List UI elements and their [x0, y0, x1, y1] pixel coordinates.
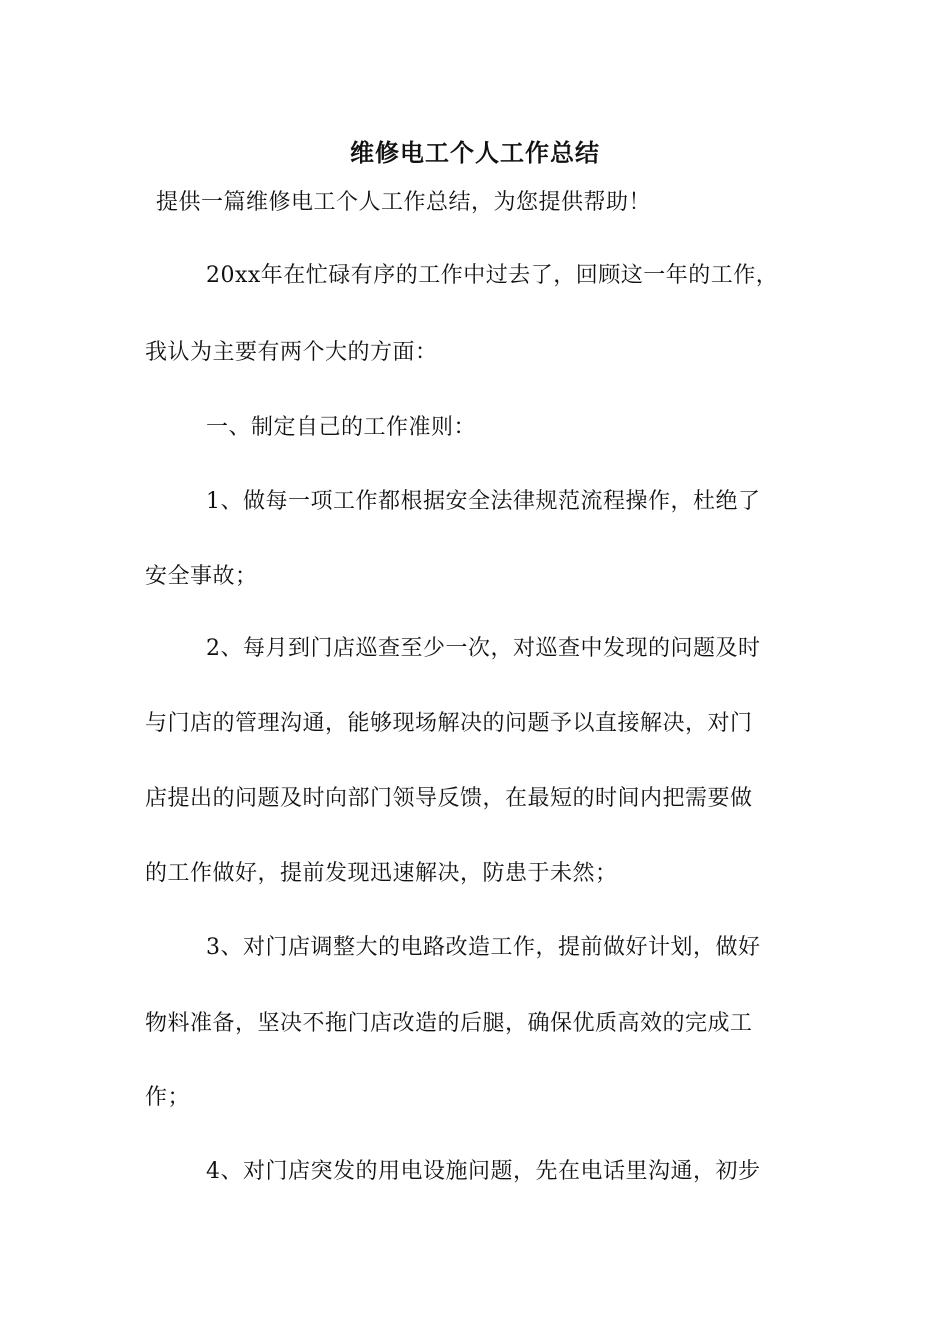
section-heading: 一、制定自己的工作准则： [206, 415, 477, 440]
body-line: 2、每月到门店巡查至少一次，对巡查中发现的问题及时 [206, 636, 761, 661]
body-line: 物料准备，坚决不拖门店改造的后腿，确保优质高效的完成工 [145, 1011, 753, 1036]
body-line: 1、做每一项工作都根据安全法律规范流程操作，杜绝了 [206, 489, 761, 514]
body-line: 与门店的管理沟通，能够现场解决的问题予以直接解决，对门 [145, 711, 753, 736]
body-line: 4、对门店突发的用电设施问题，先在电话里沟通，初步 [206, 1159, 761, 1184]
body-line: 20xx年在忙碌有序的工作中过去了，回顾这一年的工作， [206, 263, 779, 288]
body-line: 我认为主要有两个大的方面： [145, 340, 438, 365]
body-line: 的工作做好，提前发现迅速解决，防患于未然； [145, 861, 618, 886]
intro-line: 提供一篇维修电工个人工作总结，为您提供帮助！ [156, 190, 652, 215]
body-line: 安全事故； [145, 564, 258, 589]
body-line: 店提出的问题及时向部门领导反馈，在最短的时间内把需要做 [145, 786, 753, 811]
body-line: 作； [145, 1085, 191, 1110]
document-title: 维修电工个人工作总结 [350, 138, 600, 167]
body-line: 3、对门店调整大的电路改造工作，提前做好计划，做好 [206, 935, 761, 960]
